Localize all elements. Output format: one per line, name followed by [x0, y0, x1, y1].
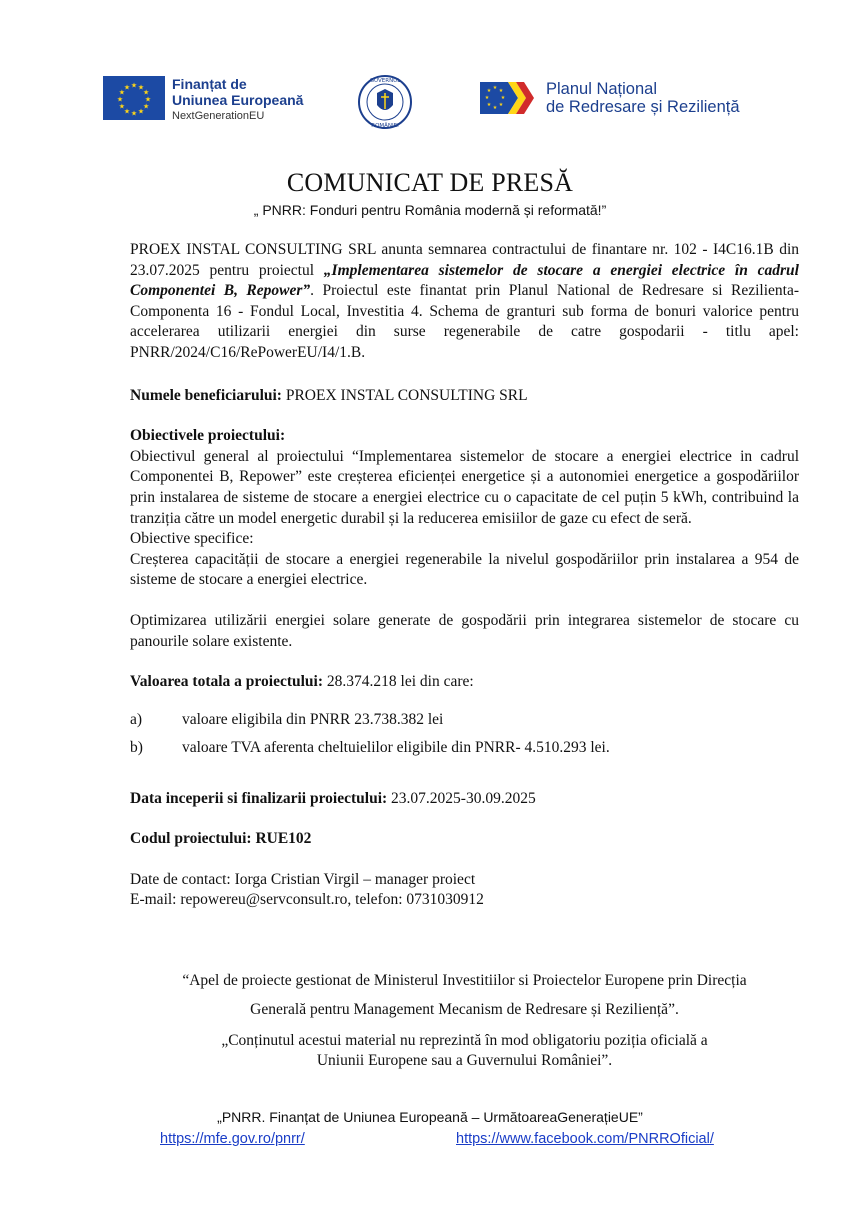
- intro-part2: . Proiectul este finantat prin Planul National de Redresare si Rezilienta- Componenta 16 - Fondul Local, Investitia 4. Schema de granturi sub forma de bonuri valorice pentru accelerarea utilizarii energiei din surse regenerabile de catre gospodarii - titlu apel: PNRR/2024/C16/RePowerEU/I4/1.B.: [130, 282, 799, 361]
- svg-text:★: ★: [142, 88, 150, 97]
- svg-text:★: ★: [498, 102, 504, 108]
- intro-part1: PROEX INSTAL CONSULTING SRL anunta semnarea contractului de finantare nr. 102 - I4C16.1B din 23.07.2025 pentru proiectul: [130, 241, 799, 279]
- svg-text:★: ★: [492, 85, 498, 91]
- contact-person: Date de contact: Iorga Cristian Virgil – manager proiect: [130, 871, 476, 889]
- contact-email-phone: E-mail: repowereu@servconsult.ro, telefon: 0731030912: [130, 891, 484, 909]
- disclaimer: [130, 1031, 799, 1071]
- intro-paragraph: [130, 240, 799, 364]
- svg-text:★: ★: [123, 107, 131, 116]
- beneficiary-value: PROEX INSTAL CONSULTING SRL: [281, 386, 528, 404]
- list-text: valoare eligibila din PNRR 23.738.382 lei: [182, 710, 444, 728]
- svg-text:★: ★: [486, 88, 492, 94]
- disclaimer-line1: „Conținutul acestui material nu reprezintă în mod obligatoriu poziția oficială a: [221, 1032, 708, 1049]
- notice-line1: “Apel de proiecte gestionat de Ministerul Investitiilor si Proiectelor Europene prin Direcția: [182, 972, 747, 989]
- pnrr-logo-line2: de Redresare și Reziliență: [546, 98, 740, 116]
- romanian-government-logo: [357, 73, 413, 136]
- contact-block: [130, 870, 799, 910]
- list-marker: b): [130, 739, 143, 757]
- gov-seal-top-text: GUVERNUL: [369, 78, 401, 84]
- objective-general: Obiectivul general al proiectului “Implementarea sistemelor de stocare a energiei electrice in cadrul Componentei B, Repower” este creșterea eficienței energetice și a autonomiei energetice a gospodăriilor prin instalarea de sisteme de stocare a energiei electrice cu o capacitate de cel puțin 5 kWh, contribuind la tranziția către un model energetic durabil și la reducerea emisiilor de gaze cu efect de seră.: [130, 447, 799, 527]
- page-title: COMUNICAT DE PRESĂ: [286, 168, 574, 197]
- value-line: [130, 672, 799, 693]
- disclaimer-line2: Uniunii Europene sau a Guvernului României”.: [316, 1052, 613, 1069]
- gov-seal-bottom-text: ROMÂNIEI: [371, 123, 399, 129]
- footer-tagline: „PNRR. Finanțat de Uniunea Europeană – UrmătoareaGenerațieUE”: [217, 1109, 643, 1125]
- funding-notice: [130, 972, 799, 1019]
- svg-text:★: ★: [130, 81, 138, 90]
- svg-text:★: ★: [123, 83, 131, 92]
- project-name: „Implementarea sistemelor de stocare a energiei electrice în cadrul Componentei B, Repower”: [130, 261, 799, 300]
- dates-label: Data inceperii si finalizarii proiectului:: [130, 789, 388, 807]
- svg-text:★: ★: [118, 102, 126, 111]
- eu-funding-logo: [103, 76, 303, 124]
- dates-value: 23.07.2025-30.09.2025: [387, 789, 536, 807]
- press-release-body: [130, 240, 799, 910]
- svg-text:★: ★: [116, 95, 124, 104]
- list-item: [130, 710, 799, 731]
- list-item: [130, 738, 799, 759]
- svg-text:★: ★: [137, 107, 145, 116]
- value-text: 28.374.218 lei din care:: [323, 673, 474, 691]
- facebook-pnrr-link[interactable]: https://www.facebook.com/PNRROficial/: [456, 1131, 714, 1147]
- eu-flag-icon: [103, 76, 165, 120]
- beneficiary-label: Numele beneficiarului:: [130, 386, 282, 404]
- svg-text:★: ★: [137, 83, 145, 92]
- pnrr-arrow-icon: [478, 80, 540, 116]
- objective-specific-1: Creșterea capacității de stocare a energiei regenerabile la nivelul gospodăriilor prin instalarea a 954 de sisteme de stocare a energiei electrice.: [130, 550, 799, 589]
- eu-logo-line2: Uniunea Europeană: [172, 92, 304, 108]
- mfe-pnrr-link[interactable]: https://mfe.gov.ro/pnrr/: [160, 1131, 305, 1147]
- svg-text:★: ★: [500, 95, 506, 101]
- eu-logo-line1: Finanțat de: [172, 76, 247, 92]
- beneficiary-line: [130, 386, 799, 407]
- svg-text:★: ★: [484, 95, 490, 101]
- project-code: Codul proiectului: RUE102: [130, 830, 312, 848]
- svg-text:★: ★: [142, 102, 150, 111]
- government-seal-icon: [357, 73, 413, 131]
- svg-text:★: ★: [486, 102, 492, 108]
- objectives-label: Obiectivele proiectului:: [130, 427, 286, 445]
- page-subtitle: „ PNRR: Fonduri pentru România modernă și reformată!”: [253, 202, 607, 218]
- dates-line: [130, 789, 799, 810]
- eu-stars-icon: [103, 76, 165, 120]
- objective-specific-2: Optimizarea utilizării energiei solare generate de gospodării prin integrarea sistemelor de stocare cu panourile solare existente.: [130, 611, 799, 650]
- eu-logo-line3: NextGenerationEU: [172, 110, 265, 122]
- svg-text:★: ★: [492, 105, 498, 111]
- value-label: Valoarea totala a proiectului:: [130, 673, 324, 691]
- list-marker: a): [130, 710, 143, 728]
- svg-text:★: ★: [130, 109, 138, 118]
- svg-text:★: ★: [498, 88, 504, 94]
- svg-text:★: ★: [118, 88, 126, 97]
- objectives-specific-label: Obiective specifice:: [130, 530, 254, 548]
- svg-text:★: ★: [144, 95, 152, 104]
- pnrr-logo-line1: Planul Național: [546, 80, 657, 98]
- notice-line2: Generală pentru Management Mecanism de Redresare și Reziliență”.: [250, 1001, 679, 1018]
- pnrr-logo: [478, 80, 740, 116]
- list-text: valoare TVA aferenta cheltuielilor eligibile din PNRR- 4.510.293 lei.: [182, 739, 610, 757]
